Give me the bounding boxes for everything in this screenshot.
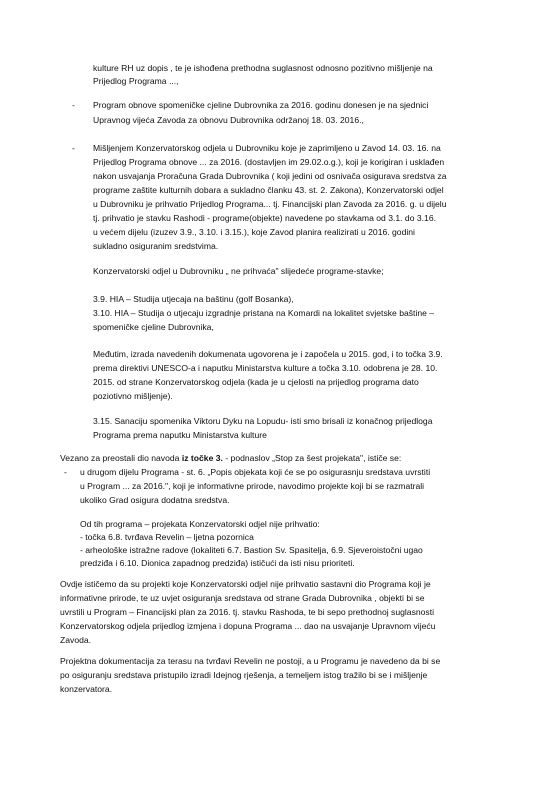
text-line: konzervatora. — [60, 684, 113, 694]
text-line: 3.10. HIA – Studija o utjecaju izgradnje pristana na Komardi na lokalitet svjetske baštine – — [93, 308, 435, 318]
text-line: ukoliko Grad osigura dodatna sredstva. — [80, 495, 230, 505]
text-line: Ovdje ističemo da su projekti koje Konzervatorski odjel nije prihvatio sastavni dio Programa koji je — [60, 579, 431, 589]
text-line: - arheološke istražne radove (lokaliteti 6.7. Bastion Sv. Spasitelja, 6.9. Sjeveroistočni ugao — [80, 545, 423, 555]
text-line: Prijedlog Programa obnove ... za 2016. (dostavljen im 29.02.o.g.), koji je korigiran i usklađen — [93, 157, 445, 167]
text-line: Od tih programa – projekata Konzervatorski odjel nije prihvatio: — [80, 519, 320, 529]
text-line: Programa prema naputku Ministarstva kulture — [93, 430, 267, 440]
text-line: - točka 6.8. tvrđava Revelin – ljetna pozornica — [80, 532, 254, 542]
vezano-text: Vezano za preostali dio navoda — [60, 453, 182, 463]
text-line: u drugom dijelu Programa - st. 6. „Popis objekata koji će se po osigurasnju sredstava uvrstiti — [80, 467, 431, 477]
text-line: uvrstili u Program – Financijski plan za 2016. tj. stavku Rashoda, te bi sepo prethodnoj suglasnosti — [60, 607, 435, 617]
text-line: informativne prirode, te uz uvjet osiguranja sredstava od strane Grada Dubrovnika , objekti bi se — [60, 593, 425, 603]
text-line: Mišljenjem Konzervatorskog odjela u Dubrovniku koje je zaprimljeno u Zavod 14. 03. 16. na — [93, 143, 441, 153]
text-line: poziotivno mišljenje). — [93, 391, 173, 401]
text-line: po osiguranju sredstava pristupilo izradi Idejnog rješenja, a temeljem istog tražilo bi se i mišljenje — [60, 670, 428, 680]
text-line: predziđa i 6.10. Dionica zapadnog predziđa) ističući da isti nisu prioriteti. — [80, 558, 355, 568]
text-line: 2015. od strane Konzervatorskog odjela (kada je u cjelosti na prijedlog programa dato — [93, 377, 419, 387]
text-line: prema direktivi UNESCO-a i naputku Ministarstva kulture a točka 3.10. odobrena je 28. 10. — [93, 363, 438, 373]
paragraph-ne-prihvaca: Konzervatorski odjel u Dubrovniku „ ne prihvaća" slijedeće programe-stavke; — [93, 266, 384, 276]
text-line: sukladno osiguranim sredstvima. — [93, 241, 219, 251]
text-line: Projektna dokumentacija za terasu na tvrđavi Revelin ne postoji, a u Programu je navedeno da bi se — [60, 656, 441, 666]
text-line: tj. prihvatio je stavku Rashodi - programe(objekte) navedene po stavkama od 3.1. do 3.16. — [93, 213, 436, 223]
text-line: Konzervatorskog odjela prijedlog izmjena i dopuna Programa ... dao na usvajanje Upravnom vijeću — [60, 621, 436, 631]
text-line: spomeničke cjeline Dubrovnika, — [93, 322, 214, 332]
text-line: kulture RH uz dopis , te je ishođena prethodna suglasnost odnosno pozitivno mišljenje na — [93, 63, 433, 73]
text-line: Prijedlog Programa ..., — [93, 76, 179, 86]
text-line: Upravnog vijeća Zavoda za obnovu Dubrovnika održanoj 18. 03. 2016., — [93, 115, 364, 125]
text-line: nakon usvajanja Proračuna Grada Dubrovnika ( koji jedini od osnivača osigurava sredstva za — [93, 171, 447, 181]
text-line: Program obnove spomeničke cjeline Dubrovnika za 2016. godinu donesen je na sjednici — [93, 100, 429, 110]
text-line: u Program ... za 2016.", koji je informativne prirode, navodimo projekte koji bi se razmatrali — [80, 481, 425, 491]
vezano-bold: iz točke 3. — [181, 453, 223, 463]
item-3-9: 3.9. HIA – Studija utjecaja na baštinu (golf Bosanka), — [93, 294, 294, 304]
bullet-dash: - — [72, 100, 75, 110]
text-line: Zavoda. — [60, 635, 92, 645]
text-line: 3.15. Sanaciju spomenika Viktoru Dyku na Lopudu- isti smo brisali iz konačnog prijedloga — [93, 416, 433, 426]
vezano-text-end: - podnaslov „Stop za šest projekata", ističe se: — [222, 453, 402, 463]
text-line: u Dubrovniku je prihvatio Prijedlog Programa... tj. Financijski plan Zavoda za 2016. g. u dijelu — [93, 199, 447, 209]
text-line: programe zaštite kulturnih dobara a sukladno članku 43. st. 2. Zakona), Konzervatorski odjel — [93, 185, 444, 195]
text-line: Međutim, izrada navedenih dokumenata ugovorena je i započela u 2015. god, i to točka 3.9. — [93, 349, 443, 359]
text-line: u većem dijelu (izuzev 3.9., 3.10. i 3.15.), koje Zavod planira realizirati u 2016. godini — [93, 227, 415, 237]
bullet-dash: - — [64, 467, 67, 477]
bullet-dash: - — [72, 143, 75, 153]
paragraph-vezano — [60, 452, 490, 464]
